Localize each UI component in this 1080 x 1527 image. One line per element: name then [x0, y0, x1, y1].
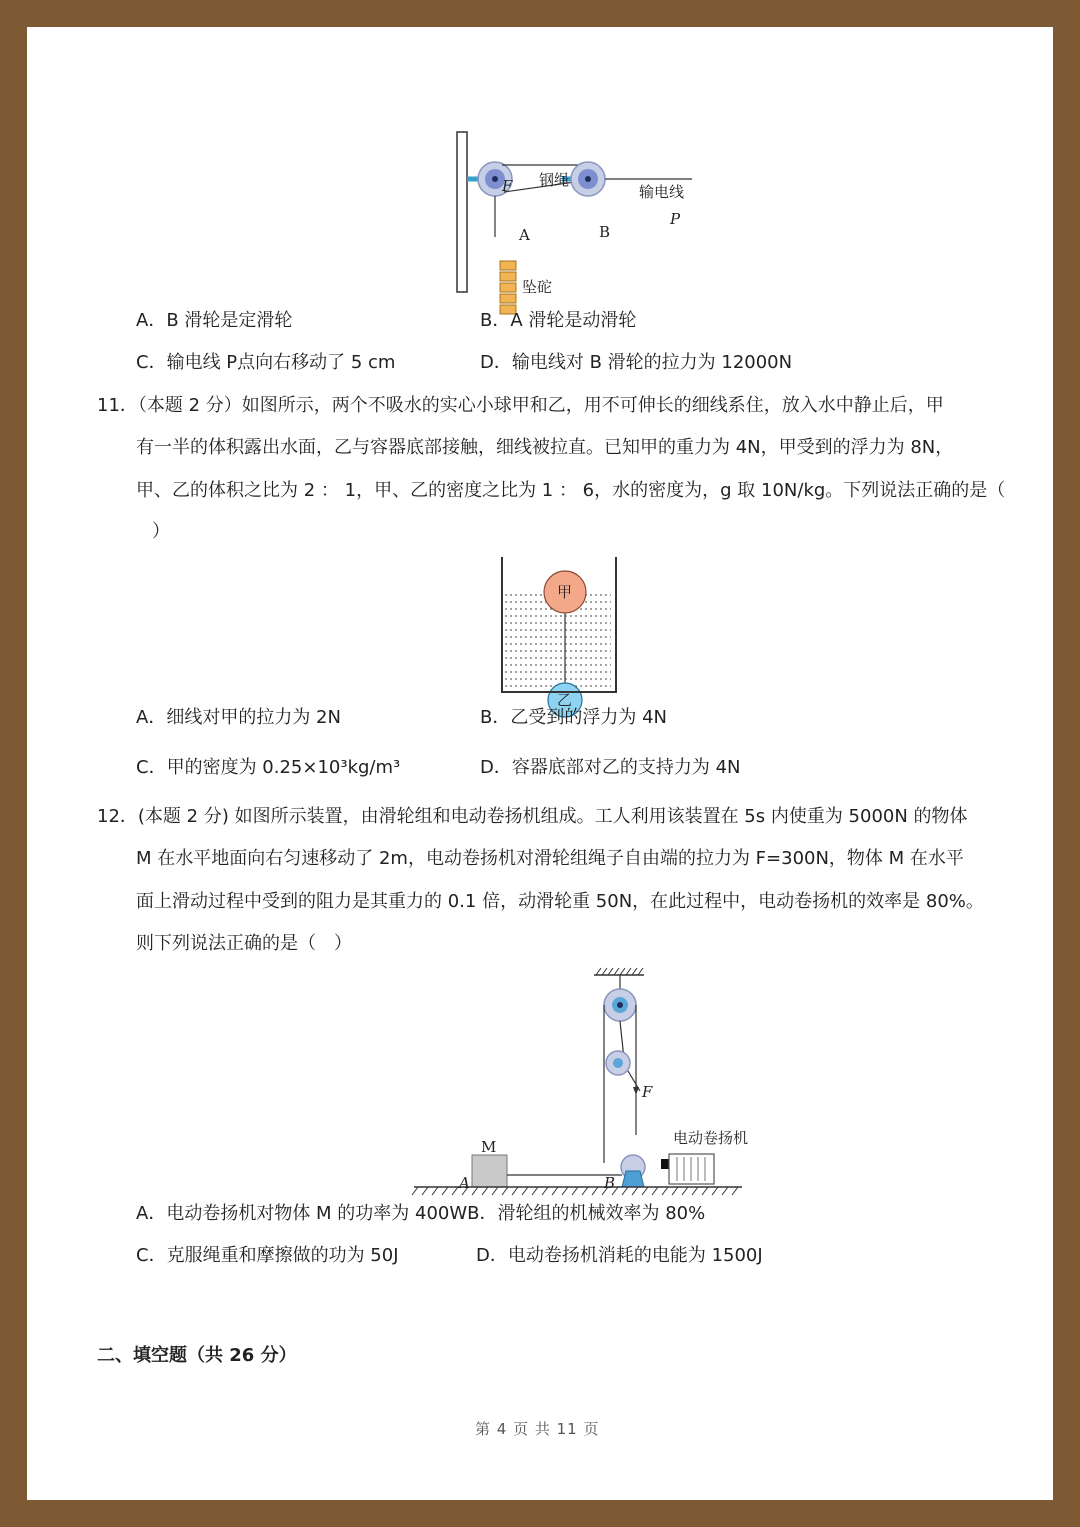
q11-option-c: C．甲的密度为 0.25×10³kg/m³: [136, 757, 401, 778]
q12-option-d: D．电动卷扬机消耗的电能为 1500J: [476, 1245, 763, 1266]
label-block-M: M: [481, 1138, 497, 1156]
q12-option-c: C．克服绳重和摩擦做的功为 50J: [136, 1245, 399, 1266]
label-pulley-B: B: [599, 223, 611, 241]
ball-jia-label: 甲: [557, 583, 573, 601]
section-heading: 二、填空题（共 26 分）: [97, 1345, 297, 1366]
winch-pulley-figure: [382, 967, 749, 1192]
q11-option-b: B．乙受到的浮力为 4N: [480, 707, 667, 728]
label-force-F: F: [642, 1083, 653, 1101]
q10-option-b: B．A 滑轮是动滑轮: [480, 310, 637, 331]
label-point-B: B: [604, 1174, 616, 1192]
label-pulley-A: A: [519, 226, 530, 244]
q12-stem-line-2: M 在水平地面向右匀速移动了 2m，电动卷扬机对滑轮组绳子自由端的拉力为 F=300N，物体 M 在水平: [136, 848, 964, 869]
pulley-powerline-figure: [442, 127, 702, 297]
q10-option-d: D．输电线对 B 滑轮的拉力为 12000N: [480, 352, 793, 373]
page-footer: 第 4 页 共 11 页: [475, 1420, 600, 1438]
q12-stem-line-1: 12．(本题 2 分) 如图所示装置，由滑轮组和电动卷扬机组成。工人利用该装置在 5s 内使重为 5000N 的物体: [97, 806, 968, 827]
label-steel-rope: 钢绳: [539, 171, 570, 189]
q10-option-a: A．B 滑轮是定滑轮: [136, 310, 293, 331]
label-electric-winch: 电动卷扬机: [673, 1129, 749, 1147]
label-F: F: [502, 177, 513, 195]
q11-stem-line-1: 11．（本题 2 分）如图所示，两个不吸水的实心小球甲和乙，用不可伸长的细线系住，放入水中静止后，甲: [97, 395, 944, 416]
ball-yi-label: 乙: [557, 691, 573, 709]
label-point-A: A: [459, 1174, 470, 1192]
q12-option-ab: A．电动卷扬机对物体 M 的功率为 400WB．滑轮组的机械效率为 80%: [136, 1203, 706, 1224]
q11-stem-line-4: ）: [152, 521, 170, 542]
q10-option-c: C．输电线 P点向右移动了 5 cm: [136, 352, 396, 373]
buoyancy-container-figure: [497, 557, 627, 709]
q11-option-d: D．容器底部对乙的支持力为 4N: [480, 757, 741, 778]
q11-stem-line-2: 有一半的体积露出水面，乙与容器底部接触，细线被拉直。已知甲的重力为 4N，甲受到的浮力为 8N，: [136, 437, 954, 458]
q11-stem-line-3: 甲、乙的体积之比为 2 ： 1，甲、乙的密度之比为 1 ： 6，水的密度为，g 取 10N/kg。下列说法正确的是（: [136, 480, 1006, 501]
label-P: P: [670, 210, 681, 228]
q12-stem-line-3: 面上滑动过程中受到的阻力是其重力的 0.1 倍，动滑轮重 50N，在此过程中，电动卷扬机的效率是 80%。: [136, 891, 984, 912]
label-power-line: 输电线: [639, 183, 685, 201]
exam-page: [27, 27, 1053, 1500]
q12-stem-line-4: 则下列说法正确的是（ ）: [136, 933, 352, 954]
q11-option-a: A．细线对甲的拉力为 2N: [136, 707, 341, 728]
label-counterweight: 坠砣: [522, 278, 553, 296]
